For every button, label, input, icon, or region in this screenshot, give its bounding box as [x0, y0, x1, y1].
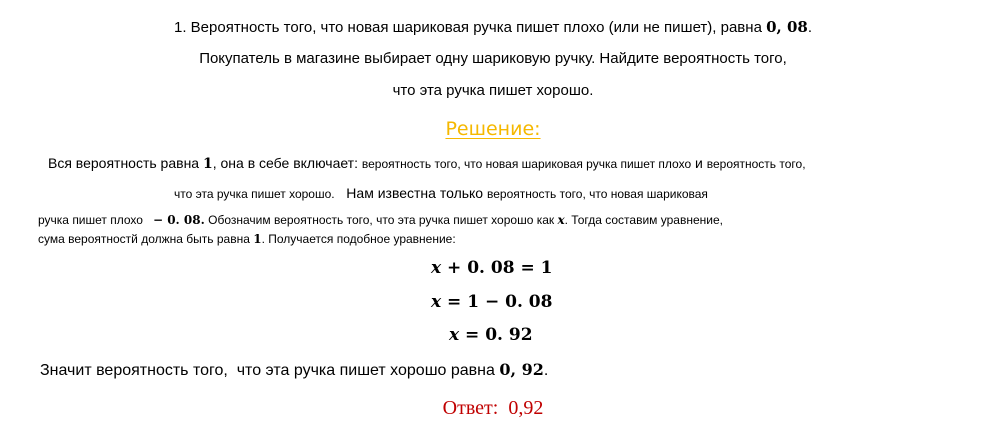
answer-label: Ответ: — [442, 397, 499, 419]
problem-line-2: Покупатель в магазине выбирает одну шариковую ручку. Найдите вероятность того, — [199, 50, 787, 67]
conclusion-text: Значит вероятность того, что эта ручка пишет хорошо равна — [40, 362, 500, 379]
total-probability-inline: 1 — [253, 232, 262, 246]
problem-line-1 — [0, 18, 986, 37]
equation-variable: x — [431, 292, 442, 312]
probability-good-value: 0, 92 — [499, 360, 544, 379]
answer-value: 0,92 — [508, 397, 544, 419]
solution-text: и — [691, 155, 707, 171]
solution-line-4 — [38, 232, 456, 246]
solution-text: . Получается подобное уравнение: — [261, 232, 456, 246]
conclusion-line — [40, 360, 548, 380]
solution-text: вероятность того, — [706, 157, 806, 171]
equation-variable: x — [449, 325, 460, 345]
equation-variable: x — [431, 258, 442, 278]
equation-1 — [431, 258, 552, 278]
problem-period: . — [807, 19, 813, 36]
solution-line-2 — [174, 184, 708, 203]
solution-line-3 — [38, 213, 723, 227]
total-probability-value: 1 — [202, 156, 213, 172]
equation-3 — [449, 325, 533, 345]
solution-text: Вся вероятность равна — [48, 155, 203, 171]
problem-line-3: что эта ручка пишет хорошо. — [392, 82, 594, 99]
solution-line-1 — [48, 154, 806, 173]
equation-expression: = 0. 92 — [459, 325, 533, 345]
solution-text: Нам известна только — [334, 185, 487, 201]
conclusion-period: . — [543, 362, 549, 379]
variable-x: x — [557, 213, 565, 227]
problem-text: 1. Вероятность того, что новая шариковая ручка пишет плохо (или не пишет), равна — [173, 19, 767, 36]
solution-text: что эта ручка пишет хорошо. — [174, 187, 335, 201]
solution-text: . Тогда составим уравнение, — [564, 213, 723, 227]
equation-2 — [431, 292, 552, 312]
solution-text: вероятность того, что новая шариковая — [486, 187, 708, 201]
solution-text: ручка пишет плохо — [38, 213, 153, 227]
probability-bad-inline: − 0. 08. — [152, 213, 205, 227]
equation-expression: + 0. 08 = 1 — [441, 258, 553, 278]
answer-line — [0, 396, 986, 420]
solution-heading: Решение: — [445, 118, 541, 140]
solution-text: Обозначим вероятность того, что эта ручка пишет хорошо как — [204, 213, 558, 227]
probability-bad-value: 0, 08 — [766, 18, 808, 36]
solution-text: , она в себе включает: — [212, 155, 362, 171]
equation-expression: = 1 − 0. 08 — [441, 292, 553, 312]
solution-text: вероятность того, что новая шариковая ручка пишет плохо — [361, 157, 692, 171]
solution-text: сума вероятностй должна быть равна — [38, 232, 254, 246]
